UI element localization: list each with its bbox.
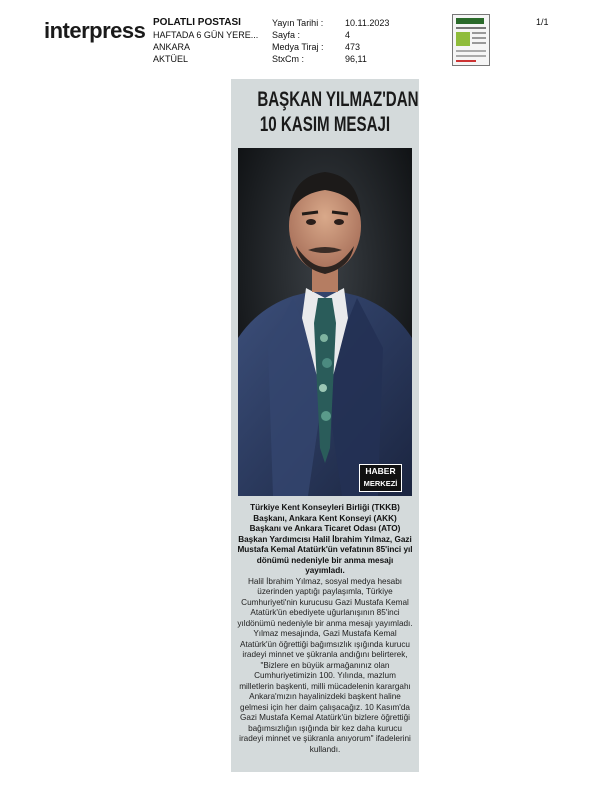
page-label: Sayfa : [272,30,301,40]
haber-merkezi-badge [359,464,402,492]
page-count: 1/1 [536,17,549,27]
stxcm-value: 96,11 [345,54,367,64]
publication-frequency: HAFTADA 6 GÜN YERE... [153,30,259,40]
interpress-logo: interpress [44,18,146,43]
date-value: 10.11.2023 [345,18,390,28]
circulation-value: 473 [345,42,361,52]
article-lead: Türkiye Kent Konseyleri Birliği (TKKB) Başkanı, Ankara Kent Konseyi (AKK) Başkanı ve Ankara Ticaret Odası (ATO) Başkan Yardımcısı Halil İbrahim Yılmaz, Gazi Mustafa Kemal Atatürk'ün vefatının 85'inci yıl dönümü nedeniyle bir anma mesajı yayımladı. [237,503,413,575]
page-value: 4 [345,30,351,40]
meta-labels [272,17,344,65]
headline [257,87,419,137]
date-label: Yayın Tarihi : [272,18,324,28]
page-thumbnail[interactable] [452,14,490,66]
publication-name: POLATLI POSTASI [153,17,241,28]
news-clipping [231,79,419,772]
badge-bottom-text: MERKEZİ [360,479,401,489]
publication-info [153,17,265,65]
publication-city: ANKARA [153,42,191,52]
portrait-illustration [238,148,412,496]
badge-top-text: HABER [365,466,396,476]
meta-values [345,17,415,65]
article-paragraph-2: Yılmaz mesajında, Gazi Mustafa Kemal Atatürk'ün öğrettiği bağımsızlık ışığında kurucu iradeyi minnet ve şükranla andığını belirterek, "Bizlere en büyük armağanınız olan Cumhuriyetimizin 100. Yılında, mazlum milletlerin başkenti, milli mücadelenin karargahı Ankara'mızın hayalinizdeki başkent haline gelmesi için her daim çalışacağız. 10 Kasım'da Gazi Mustafa Kemal Atatürk'ün bizlere öğrettiği bağımsızlığın ışığında bir kez daha kurucu iradeyi minnet ve şükranla anıyorum" ifadelerini kullandı. [239,629,411,754]
headline-line-2: 10 KASIM MESAJI [259,113,391,136]
article-paragraph-1: Halil İbrahim Yılmaz, sosyal medya hesabı üzerinden yaptığı paylaşımla, Türkiye Cumhuriyeti'nin kurucusu Gazi Mustafa Kemal Atatürk'ün ebediyete uğurlanışının 85'inci yıldönümü nedeniyle bir anma mesajı yayımladı. [237,576,413,628]
stxcm-label: StxCm : [272,54,305,64]
publication-category: AKTÜEL [153,54,189,64]
headline-line-1: BAŞKAN YILMAZ'DAN [257,88,419,111]
portrait-photo [238,148,412,496]
circulation-label: Medya Tiraj : [272,42,324,52]
article-body [237,503,413,755]
